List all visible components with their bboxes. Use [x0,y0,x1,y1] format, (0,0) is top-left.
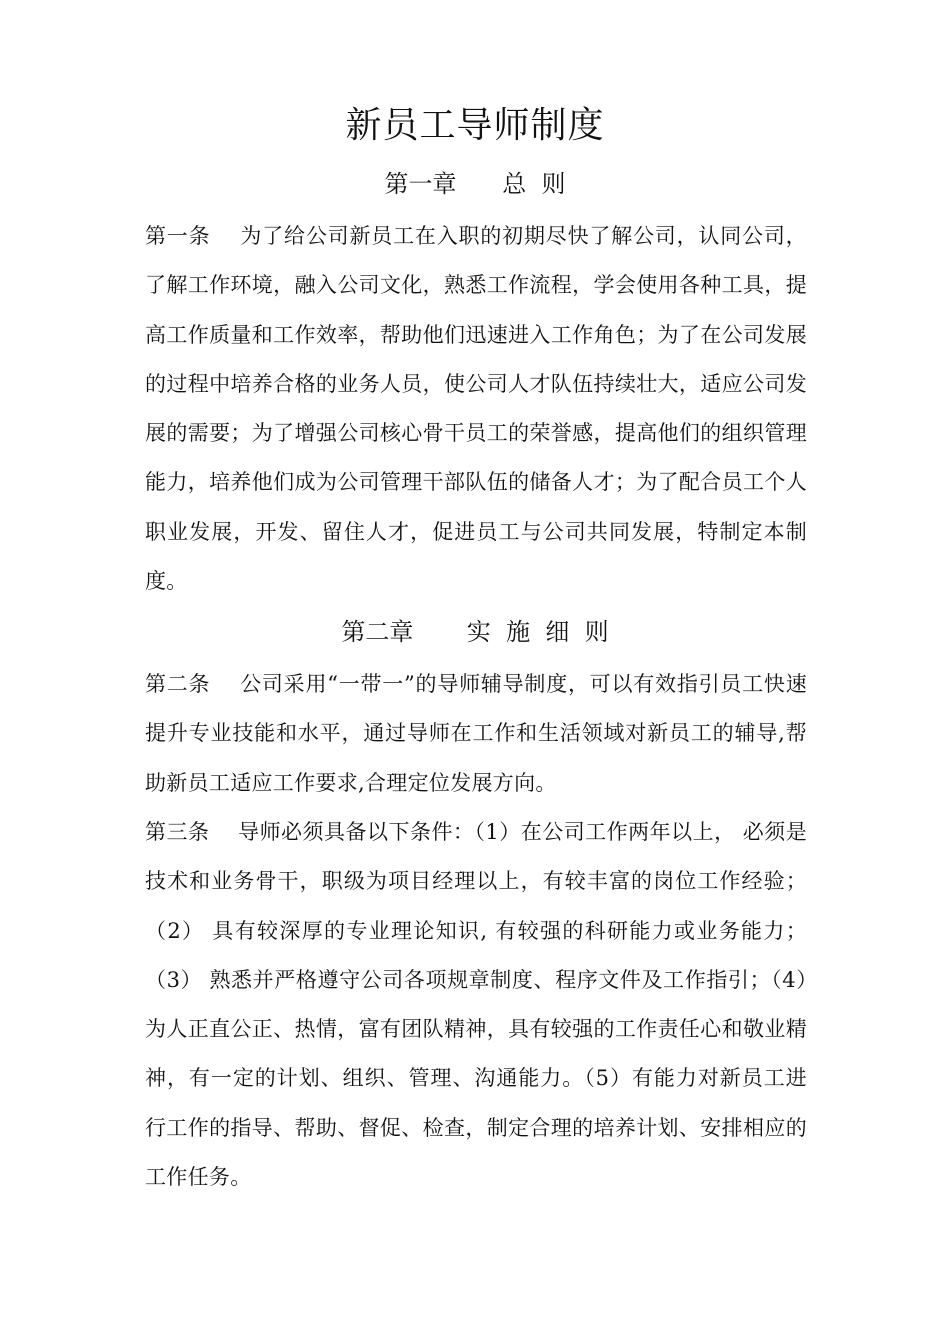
article-number: 第二条 [145,672,211,696]
article-3 [145,808,807,1202]
chapter-heading-2: 第二章 实 施 细 则 [341,618,609,646]
article-2 [145,660,807,808]
article-text: 公司采用“一带一”的导师辅导制度，可以有效指引员工快速提升专业技能和水平，通过导师在工作和生活领域对新员工的辅导,帮助新员工适应工作要求,合理定位发展方向。 [145,672,807,795]
chapter-heading-1: 第一章 总 则 [384,170,566,198]
article-1 [145,212,807,606]
article-text: 导师必须具备以下条件：（1）在公司工作两年以上， 必须是技术和业务骨干，职级为项目经理以上，有较丰富的岗位工作经验；（2） 具有较深厚的专业理论知识, 有较强的科研能力或业务能力；（3） 熟悉并严格遵守公司各项规章制度、程序文件及工作指引；（4）为人正直公正、热情，富有团队精神，具有较强的工作责任心和敬业精神，有一定的计划、组织、管理、沟通能力。（5）有能力对新员工进行工作的指导、帮助、督促、检查，制定合理的培养计划、安排相应的工作任务。 [145,820,807,1190]
article-number: 第三条 [145,820,210,844]
document-title: 新员工导师制度 [345,105,605,146]
article-number: 第一条 [145,224,211,248]
article-text: 为了给公司新员工在入职的初期尽快了解公司，认同公司，了解工作环境，融入公司文化，熟悉工作流程，学会使用各种工具，提高工作质量和工作效率，帮助他们迅速进入工作角色；为了在公司发展的过程中培养合格的业务人员，使公司人才队伍持续壮大，适应公司发展的需要；为了增强公司核心骨干员工的荣誉感，提高他们的组织管理能力，培养他们成为公司管理干部队伍的储备人才；为了配合员工个人职业发展，开发、留住人才，促进员工与公司共同发展，特制定本制度。 [145,224,807,594]
